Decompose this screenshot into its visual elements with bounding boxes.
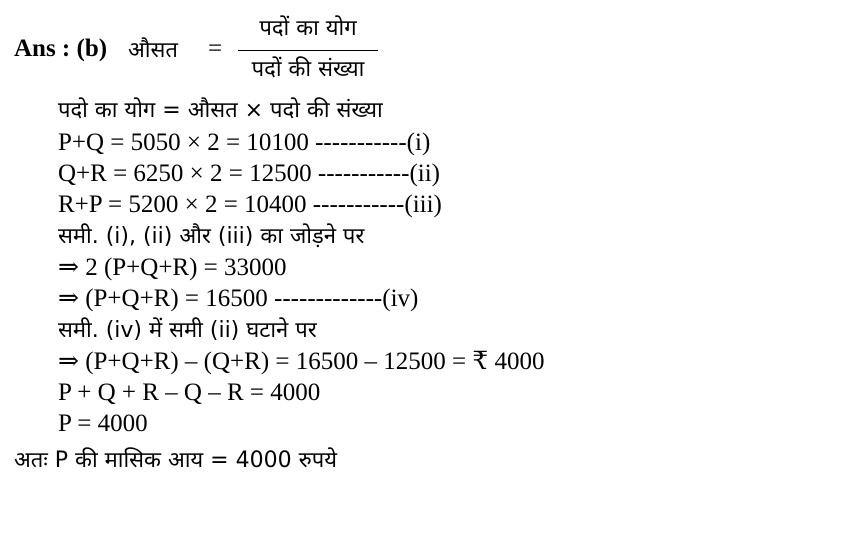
- solution-line-7: ⇒ (P+Q+R) = 16500 -------------(iv): [58, 285, 419, 312]
- solution-line-5: समी. (i), (ii) और (iii) का जोड़ने पर: [58, 224, 365, 249]
- average-label: औसत: [128, 38, 178, 63]
- solution-line-11: P = 4000: [58, 410, 148, 437]
- equals-sign: =: [208, 35, 223, 62]
- fraction-denominator: पदों की संख्या: [251, 57, 365, 82]
- solution-line-9: ⇒ (P+Q+R) – (Q+R) = 16500 – 12500 = ₹ 4000: [58, 348, 545, 375]
- answer-label: Ans : (b): [14, 35, 108, 62]
- solution-line-3: Q+R = 6250 × 2 = 12500 -----------(ii): [58, 160, 440, 187]
- conclusion-line: अतः P की मासिक आय = 4000 रुपये: [14, 448, 338, 473]
- fraction-numerator: पदों का योग: [259, 16, 357, 41]
- solution-line-6: ⇒ 2 (P+Q+R) = 33000: [58, 254, 287, 281]
- fraction-bar: [238, 50, 378, 51]
- average-formula-fraction: [238, 12, 378, 87]
- solution-line-4: R+P = 5200 × 2 = 10400 -----------(iii): [58, 191, 442, 218]
- solution-line-8: समी. (iv) में समी (ii) घटाने पर: [58, 318, 317, 343]
- solution-line-2: P+Q = 5050 × 2 = 10100 -----------(i): [58, 129, 431, 156]
- solution-line-10: P + Q + R – Q – R = 4000: [58, 379, 321, 406]
- solution-line-1: पदो का योग = औसत × पदो की संख्या: [58, 98, 383, 123]
